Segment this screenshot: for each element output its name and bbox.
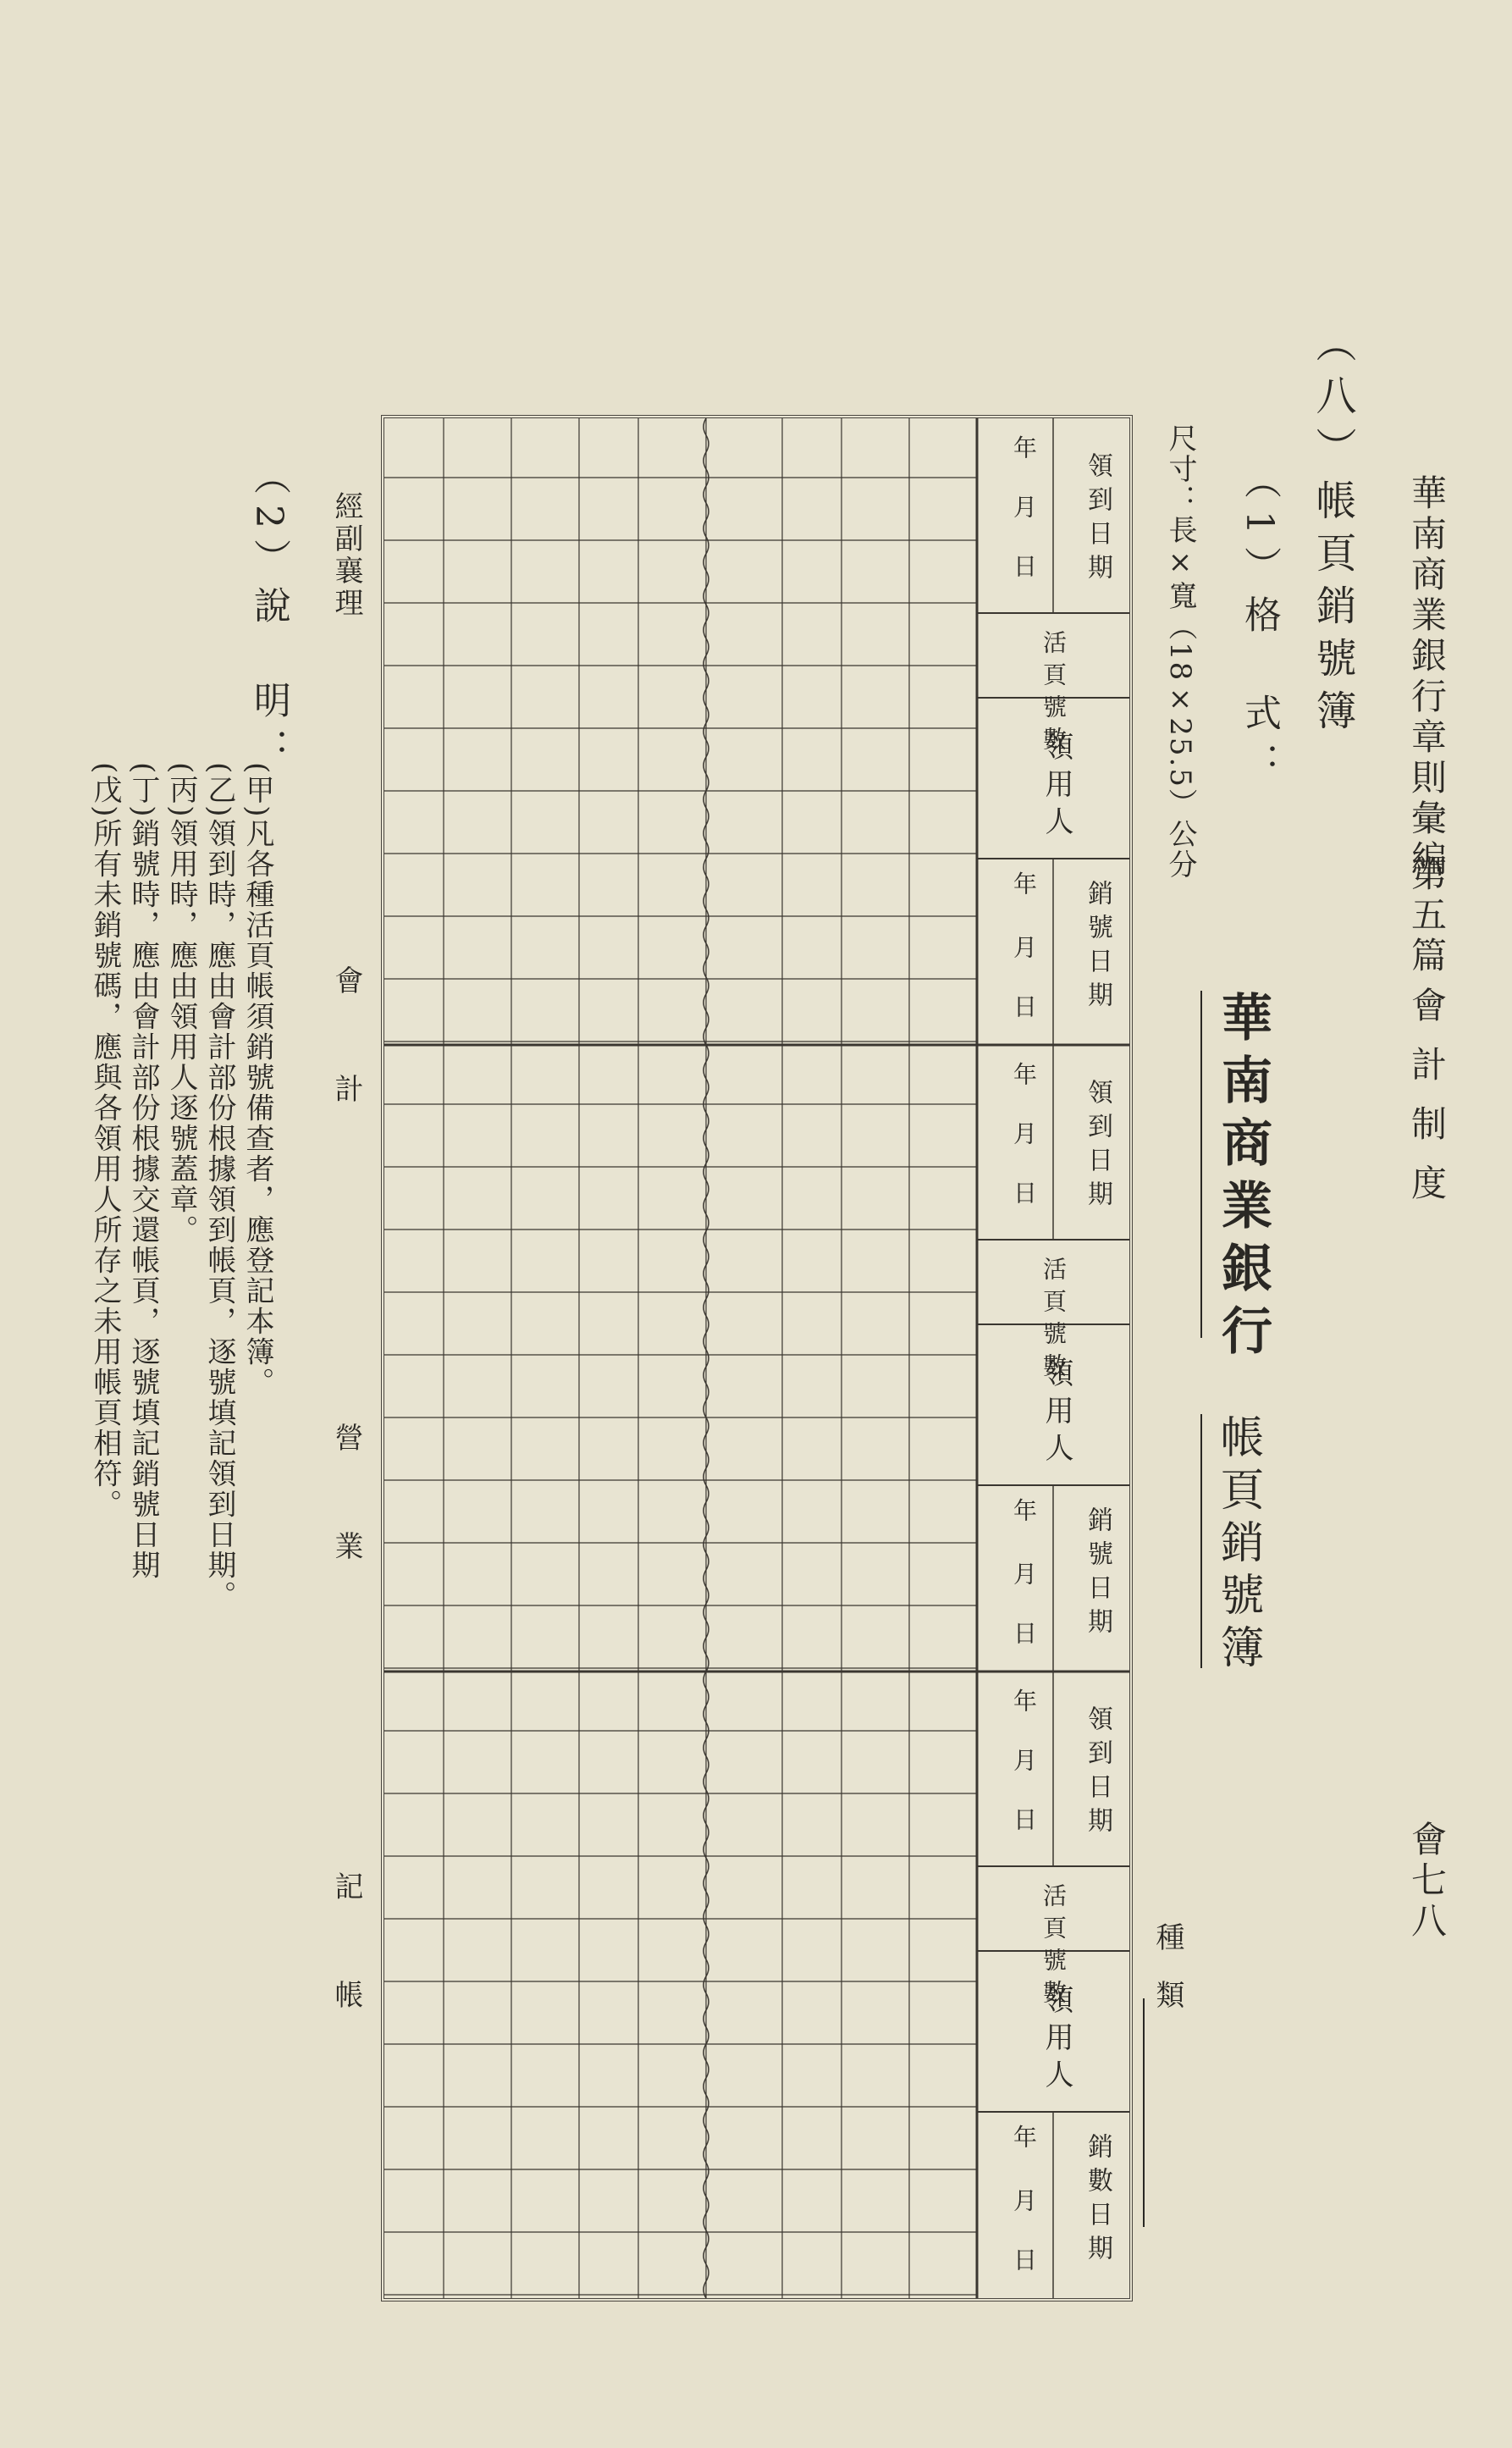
col-sub-day: 日 <box>1010 2247 1038 2279</box>
section-heading: （八）帳頁銷號簿 <box>1309 322 1356 742</box>
col-head-cancel-date: 銷數日期 <box>1083 2133 1112 2268</box>
col-head-page-count: 活頁號數 <box>1040 630 1068 759</box>
col-head-receiver: 領用人 <box>1040 1358 1073 1470</box>
col-head-receive-date: 領到日期 <box>1083 1705 1112 1841</box>
col-sub-day: 日 <box>1010 1621 1038 1653</box>
col-head-page-count: 活頁號數 <box>1040 1257 1068 1385</box>
col-sub-month: 月 <box>1010 935 1038 967</box>
section-label: 第五篇 <box>1406 855 1448 977</box>
col-head-cancel-date: 銷號日期 <box>1083 1506 1112 1642</box>
col-head-receiver: 領用人 <box>1040 1985 1073 2097</box>
col-sub-year: 年 <box>1010 1498 1038 1530</box>
format-heading: （1）格 式： <box>1238 461 1281 792</box>
book-title: 華南商業銀行章則彙編 <box>1406 474 1448 881</box>
note-item-1: (甲)凡各種活頁帳須銷號備查者，應登記本簿。 <box>240 762 274 1398</box>
notes-heading: （2）說 明： <box>247 457 290 776</box>
note-item-3: (丙)領用時，應由領用人逐號蓋章。 <box>164 762 198 1246</box>
sign-label-manager: 經副襄理 <box>329 491 363 620</box>
category-label: 種 類 <box>1151 1922 1184 2009</box>
col-head-cancel-date: 銷號日期 <box>1083 880 1112 1015</box>
col-sub-day: 日 <box>1010 554 1038 586</box>
col-sub-year: 年 <box>1010 2125 1038 2157</box>
register-title: 帳頁銷號簿 <box>1212 1414 1263 1677</box>
chapter-label: 會計制度 <box>1406 986 1448 1224</box>
col-head-page-count: 活頁號數 <box>1040 1883 1068 2012</box>
col-head-receive-date: 領到日期 <box>1083 1079 1112 1214</box>
page-number: 會七八 <box>1406 1821 1448 1942</box>
bank-name-underline <box>1200 991 1202 1338</box>
col-sub-day: 日 <box>1010 1807 1038 1839</box>
col-sub-year: 年 <box>1010 871 1038 903</box>
size-note: 尺寸：長×寬（18×25.5）公分 <box>1163 423 1197 880</box>
col-sub-month: 月 <box>1010 495 1038 527</box>
note-item-4: (丁)銷號時，應由會計部份根據交還帳頁，逐號填記銷號日期 <box>126 762 160 1581</box>
col-head-receive-date: 領到日期 <box>1083 452 1112 588</box>
col-head-receiver: 領用人 <box>1040 732 1073 843</box>
category-line <box>1143 1998 1145 2227</box>
col-sub-day: 日 <box>1010 1180 1038 1213</box>
note-item-2: (乙)領到時，應由會計部份根據領到帳頁，逐號填記領到日期。 <box>202 762 236 1611</box>
col-sub-month: 月 <box>1010 1748 1038 1780</box>
col-sub-month: 月 <box>1010 2188 1038 2220</box>
col-sub-year: 年 <box>1010 435 1038 467</box>
col-sub-month: 月 <box>1010 1561 1038 1594</box>
table-grid <box>384 418 1129 2298</box>
note-item-5: (戊)所有未銷號碼，應與各領用人所存之未用帳頁相符。 <box>88 762 122 1520</box>
bank-name: 華南商業銀行 <box>1213 991 1272 1367</box>
register-title-underline <box>1200 1414 1202 1668</box>
col-sub-year: 年 <box>1010 1688 1038 1721</box>
sign-label-accounting: 會 計 <box>329 965 363 1128</box>
sign-label-bookkeeping: 記 帳 <box>329 1871 363 2034</box>
register-form-table <box>381 415 1133 2302</box>
col-sub-day: 日 <box>1010 994 1038 1026</box>
col-sub-year: 年 <box>1010 1062 1038 1094</box>
sign-label-business: 營 業 <box>329 1423 363 1585</box>
col-sub-month: 月 <box>1010 1121 1038 1153</box>
